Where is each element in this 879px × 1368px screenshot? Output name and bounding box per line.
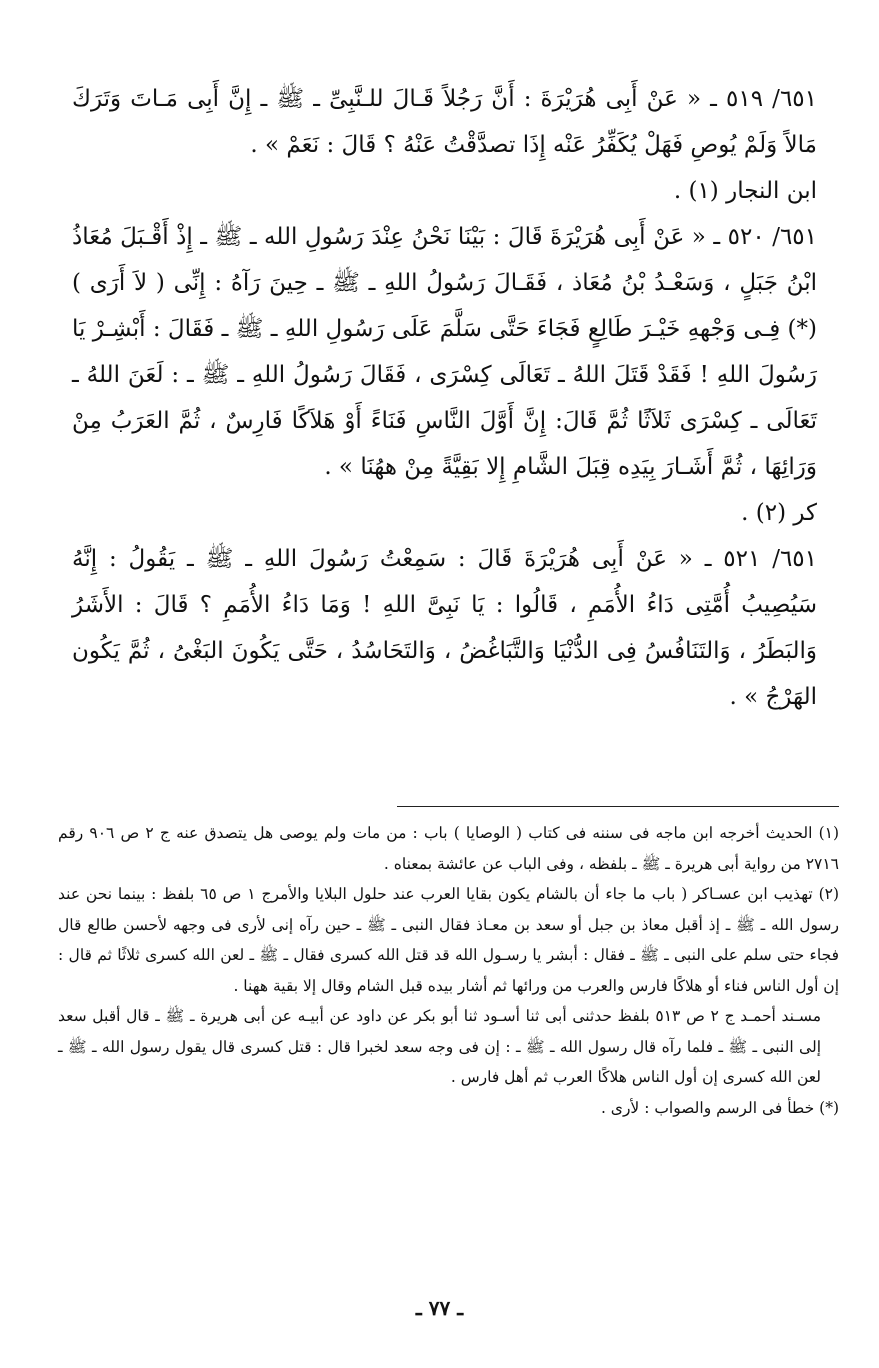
hadith-519: ٦٥١/ ٥١٩ ـ « عَنْ أَبِى هُرَيْرَةَ : أَنَّ رَجُلاً قَـالَ للـنَّبِىِّ ـ ﷺ ـ إِنَّ أَبِى مَـاتَ وَتَرَكَ مَالاً وَلَمْ يُوصِ فَهَلْ يُكَفِّرُ عَنْه إِذَا تصدَّقْتُ عَنْهُ ؟ قَالَ : نَعَمْ » .: [72, 86, 817, 158]
hadith-521: ٦٥١/ ٥٢١ ـ « عَنْ أَبِى هُرَيْرَةَ قَالَ : سَمِعْتُ رَسُولَ اللهِ ـ ﷺ ـ يَقُولُ : إِنَّهُ سَيُصِيبُ أُمَّتِى دَاءُ الأُمَمِ ، قَالُوا : يَا نَبِىَّ اللهِ ! وَمَا دَاءُ الأُمَمِ ؟ قَالَ : الأَشَرُ وَالبَطَرُ ، وَالتَنَافُسُ فِى الدُّنْيَا وَالتَّبَاغُضُ ، وَالتَحَاسُدُ ، حَتَّى يَكُونَ البَغْىُ ، ثُمَّ يَكُون الهَرْجُ » .: [72, 546, 818, 710]
hadith-520: ٦٥١/ ٥٢٠ ـ « عَنْ أَبِى هُرَيْرَةَ قَالَ : بَيْنَا نَحْنُ عِنْدَ رَسُولِ الله ـ ﷺ ـ إِذْ أَقْـبَلَ مُعَاذُ ابْنُ جَبَلٍ ، وَسَعْـدُ بْنُ مُعَاذ ، فَقَـالَ رَسُولُ اللهِ ـ ﷺ ـ حِينَ رَآهُ : إِنِّى ( لاَ أَرَى ) (*) فِـى وَجْههِ خَيْـرَ طَالِعٍ فَجَاءَ حَتَّى سَلَّمَ عَلَى رَسُولِ اللهِ ـ ﷺ ـ فَقَالَ : أَبْشِـرْ يَا رَسُولَ اللهِ ! فَقَدْ قَتَلَ اللهُ ـ تَعَالَى كِسْرَى ، فَقَالَ رَسُولُ اللهِ ـ ﷺ ـ : لَعَنَ اللهُ ـ تَعَالَى ـ كِسْرَى ثَلاَثًا ثُمَّ قَالَ: إِنَّ أَوَّلَ النَّاسِ فَنَاءً أَوْ هَلاَكًا فَارِسٌ ، ثُمَّ العَرَبُ مِنْ وَرَائِهَا ، ثُمَّ أَشَـارَ بِيَدِه قِبَلَ الشَّامِ إِلا بَقِيَّةً مِنْ ههُنَا » .: [72, 224, 818, 480]
source-citation-519: ابن النجار (١) .: [673, 178, 817, 204]
footnote-2: (٢) تهذيب ابن عسـاكر ( باب ما جاء أن بالشام يكون بقايا العرب عند حلول البلايا والأمرج ١ ص ٦٥ بلفظ : بينما نحن عند رسول الله ـ ﷺ ـ إذ أقبل معاذ بن جبل أو سعد بن معـاذ فقال النبى ـ ﷺ ـ حين رآه إنى لأرى فى وجهه لأحسن طالع قال فجاء حتى سلم على النبى ـ ﷺ ـ فقال : أبشر يا رسـول الله قد قتل الله كسرى فقال ـ ﷺ ـ لعن الله كسرى ثلاثًا ثم قال : إن أول الناس فناء أو هلاكًا فارس والعرب من ورائها ثم أشار بيده قبل الشام وقال إلا بقية ههنا .: [58, 885, 840, 995]
footnote-star: (*) خطأ فى الرسم والصواب : لأرى .: [600, 1098, 839, 1117]
footnotes: [58, 818, 839, 1123]
page-number: ـ ٧٧ ـ: [415, 1296, 464, 1320]
footnote-1: (١) الحديث أخرجه ابن ماجه فى سننه فى كتاب ( الوصايا ) باب : من مات ولم يوصى هل يتصدق عنه ج ٢ ص ٩٠٦ رقم ٢٧١٦ من رواية أبى هريرة ـ ﷺ ـ بلفظه ، وفى الباب عن عائشة بمعناه .: [58, 824, 840, 873]
main-text: [72, 76, 817, 720]
footnote-divider: [397, 806, 839, 807]
source-citation-520: كر (٢) .: [741, 500, 817, 526]
footnote-2-continued: مسـند أحمـد ج ٢ ص ٥١٣ بلفظ حدثنى أبى ثنا أسـود ثنا أبو بكر عن داود عن أبيـه عن أبى هريرة ـ ﷺ ـ قال أقبل سعد إلى النبى ـ ﷺ ـ فلما رآه قال رسول الله ـ ﷺ ـ : إن فى وجه سعد لخبرا قال : قتل كسرى قال يقول رسول الله ـ ﷺ ـ لعن الله كسرى إن أول الناس هلاكًا العرب ثم أهل فارس .: [58, 1007, 822, 1086]
